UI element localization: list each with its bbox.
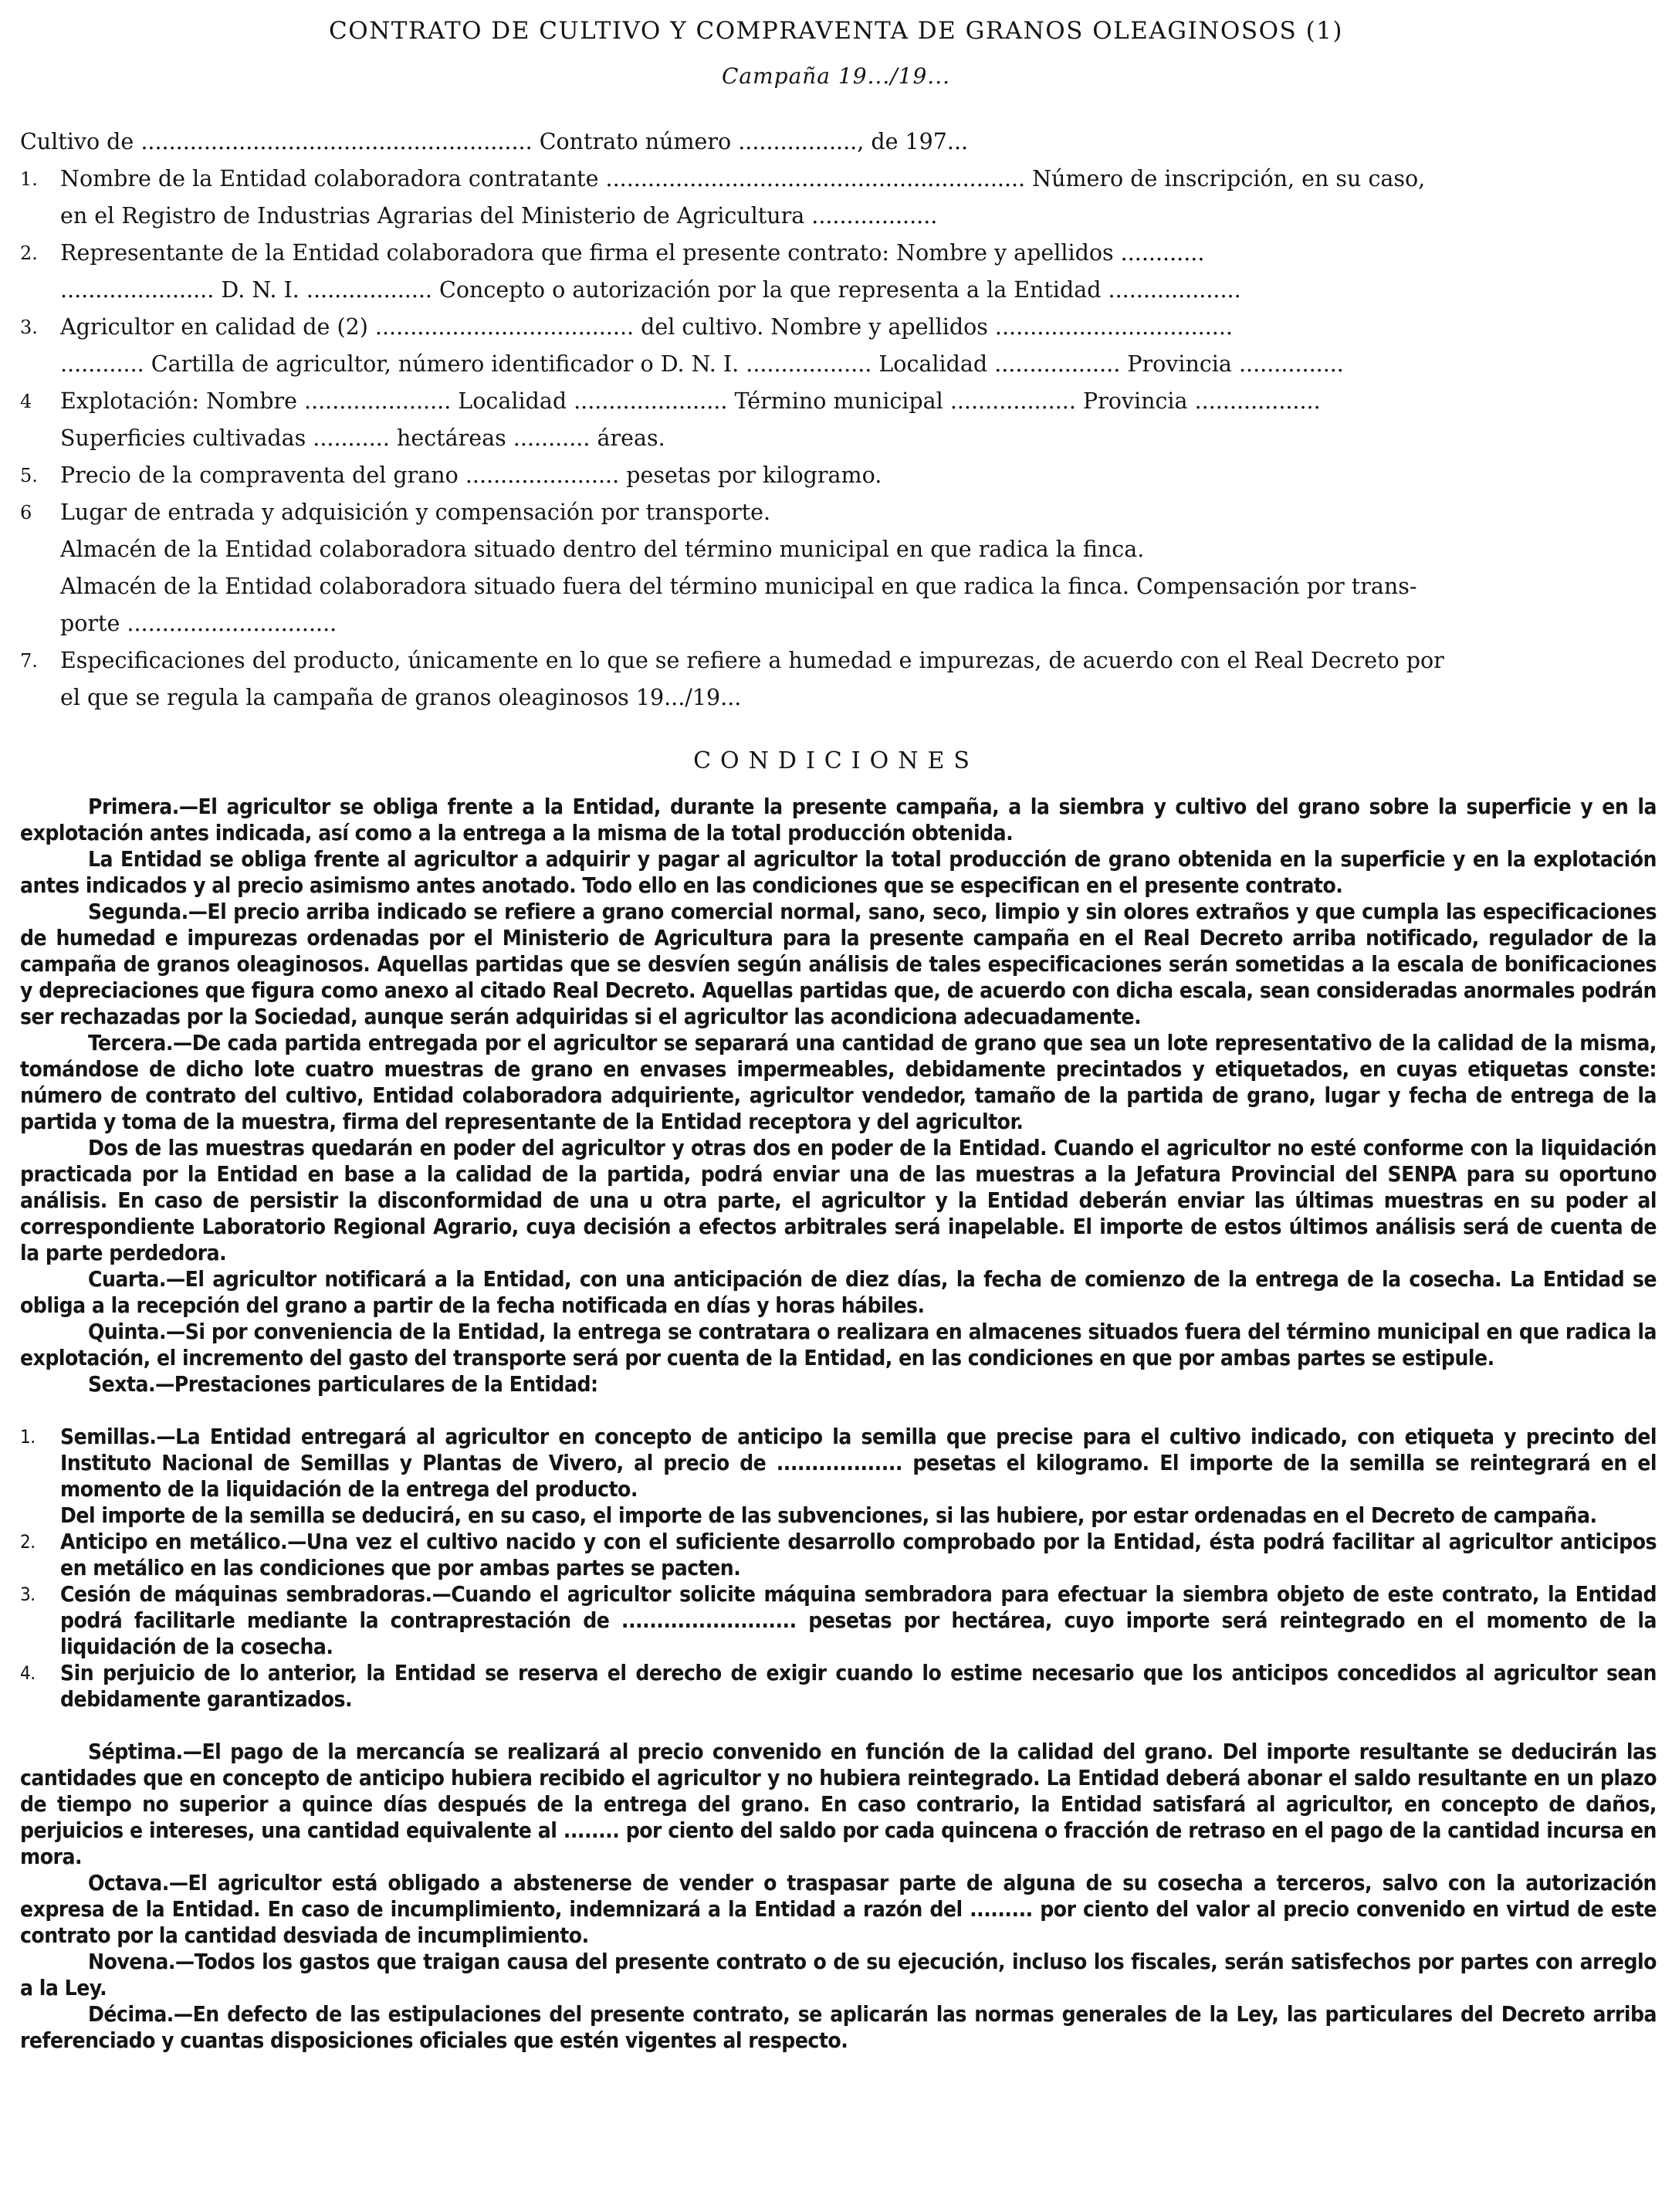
item-2 bbox=[20, 235, 1657, 309]
sexta-item-number: 1. bbox=[20, 1426, 36, 1448]
item-7-line-a: Especificaciones del producto, únicamente en lo que se refiere a humedad e impurezas, de acuerdo con el Real Decreto por bbox=[60, 648, 1444, 673]
contract-fields bbox=[20, 124, 1657, 716]
clause-tercera: Tercera.—De cada partida entregada por el agricultor se separará una cantidad de grano que sea un lote representativo de la calidad de la misma, tomándose de dicho lote cuatro muestras de grano en envases impermeables, debidamente precintados y etiquetados, en cuyas etiquetas conste: número de contrato del cultivo, Entidad colaboradora adquiriente, agricultor vendedor, tamaño de la partida de grano, lugar y fecha de entrega de la partida y toma de la muestra, firma del representante de la Entidad receptora y del agricultor. bbox=[20, 1030, 1657, 1134]
item-4 bbox=[20, 383, 1657, 457]
item-6-line-d: porte .............................. bbox=[60, 611, 337, 636]
sexta-item-3 bbox=[20, 1581, 1657, 1660]
sexta-item-text: Semillas.—La Entidad entregará al agricultor en concepto de anticipo la semilla que precise para el cultivo indicado, con etiqueta y precinto del Instituto Nacional de Semillas y Plantas de Vivero, al precio de .................. pesetas el kilogramo. El importe de la semilla se reintegrará en el momento de la liquidación de la entrega del producto. bbox=[60, 1424, 1657, 1502]
item-5-line: Precio de la compraventa del grano ...................... pesetas por kilogramo. bbox=[60, 462, 882, 488]
sexta-item-number: 4. bbox=[20, 1662, 36, 1684]
clause-segunda: Segunda.—El precio arriba indicado se refiere a grano comercial normal, sano, seco, limpio y sin olores extraños y que cumpla las especificaciones de humedad e impurezas ordenadas por el Ministerio de Agricultura para la presente campaña en el Real Decreto arriba notificado, regulador de la campaña de granos oleaginosos. Aquellas partidas que se desvíen según análisis de tales especificaciones serán sometidas a la escala de bonificaciones y depreciaciones que figura como anexo al citado Real Decreto. Aquellas partidas que, de acuerdo con dicha escala, sean consideradas anormales podrán ser rechazadas por la Sociedad, aunque serán adquiridas si el agricultor las acondiciona adecuadamente. bbox=[20, 899, 1657, 1029]
item-number: 6 bbox=[20, 502, 32, 523]
item-2-line-b: ...................... D. N. I. .................. Concepto o autorización por la que representa a la Entidad ................... bbox=[60, 277, 1241, 303]
document-title: CONTRATO DE CULTIVO Y COMPRAVENTA DE GRANOS OLEAGINOSOS (1) bbox=[329, 17, 1343, 45]
item-number: 3. bbox=[20, 317, 38, 338]
cultivo-line: Cultivo de ........................................................ Contrato número ................., de 197... bbox=[20, 129, 969, 154]
item-3-line-b: ............ Cartilla de agricultor, número identificador o D. N. I. .................. Localidad .................. Provincia ............... bbox=[60, 351, 1344, 377]
sexta-item-text: Cesión de máquinas sembradoras.—Cuando el agricultor solicite máquina sembradora para efectuar la siembra objeto de este contrato, la Entidad podrá facilitarle mediante la contraprestación de ......................... pesetas por hectárea, cuyo importe será reintegrado en el momento de la liquidación de la cosecha. bbox=[60, 1581, 1657, 1659]
item-6 bbox=[20, 494, 1657, 642]
clause-tercera-cont: Dos de las muestras quedarán en poder del agricultor y otras dos en poder de la Entidad. Cuando el agricultor no esté conforme con la liquidación practicada por la Entidad en base a la calidad de la partida, podrá enviar una de las muestras a la Jefatura Provincial del SENPA para su oportuno análisis. En caso de persistir la disconformidad de una u otra parte, el agricultor y la Entidad deberán enviar las últimas muestras en su poder al correspondiente Laboratorio Regional Agrario, cuya decisión a efectos arbitrales será inapelable. El importe de estos últimos análisis será de cuenta de la parte perdedora. bbox=[20, 1135, 1657, 1265]
item-number: 2. bbox=[20, 242, 38, 264]
item-1-line-a: Nombre de la Entidad colaboradora contratante ............................................................ Número de inscripción, en su caso, bbox=[60, 166, 1426, 191]
clause-quinta: Quinta.—Si por conveniencia de la Entidad, la entrega se contratara o realizara en almacenes situados fuera del término municipal en que radica la explotación, el incremento del gasto del transporte será por cuenta de la Entidad, en las condiciones en que por ambas partes se estipule. bbox=[20, 1319, 1657, 1370]
sexta-list bbox=[20, 1424, 1657, 1712]
item-1-line-b: en el Registro de Industrias Agrarias del Ministerio de Agricultura .................. bbox=[60, 203, 938, 229]
sexta-item-1 bbox=[20, 1424, 1657, 1529]
item-number: 5. bbox=[20, 465, 38, 486]
item-7-line-b: el que se regula la campaña de granos oleaginosos 19.../19... bbox=[60, 685, 742, 710]
item-5 bbox=[20, 457, 1657, 494]
item-6-line-a: Lugar de entrada y adquisición y compensación por transporte. bbox=[60, 500, 771, 525]
item-1 bbox=[20, 161, 1657, 235]
conditions-heading: CONDICIONES bbox=[693, 747, 979, 774]
clause-primera-cont: La Entidad se obliga frente al agricultor a adquirir y pagar al agricultor la total producción de grano obtenida en la superficie y en la explotación antes indicados y al precio asimismo antes anotado. Todo ello en las condiciones que se especifican en el presente contrato. bbox=[20, 846, 1657, 898]
sexta-item-text: Anticipo en metálico.—Una vez el cultivo nacido y con el suficiente desarrollo comprobado por la Entidad, ésta podrá facilitar al agricultor anticipos en metálico en las condiciones que por ambas partes se pacten. bbox=[60, 1529, 1657, 1580]
clause-septima: Séptima.—El pago de la mercancía se realizará al precio convenido en función de la calidad del grano. Del importe resultante se deducirán las cantidades que en concepto de anticipo hubiera recibido el agricultor y no hubiera reintegrado. La Entidad deberá abonar el saldo resultante en un plazo de tiempo no superior a quince días después de la entrega del grano. En caso contrario, la Entidad satisfará al agricultor, en concepto de daños, perjuicios e intereses, una cantidad equivalente al ........ por ciento del saldo por cada quincena o fracción de retraso en el pago de la cantidad incursa en mora. bbox=[20, 1739, 1657, 1869]
sexta-item-number: 2. bbox=[20, 1531, 36, 1553]
item-4-line-b: Superficies cultivadas ........... hectáreas ........... áreas. bbox=[60, 425, 665, 451]
item-number: 1. bbox=[20, 168, 38, 190]
sexta-item-subtext: Del importe de la semilla se deducirá, en su caso, el importe de las subvenciones, si las hubiere, por estar ordenadas en el Decreto de campaña. bbox=[60, 1502, 1597, 1528]
campaign-line: Campaña 19.../19... bbox=[721, 63, 950, 89]
clause-cuarta: Cuarta.—El agricultor notificará a la Entidad, con una anticipación de diez días, la fecha de comienzo de la entrega de la cosecha. La Entidad se obliga a la recepción del grano a partir de la fecha notificada en días y horas hábiles. bbox=[20, 1266, 1657, 1318]
item-6-line-b: Almacén de la Entidad colaboradora situado dentro del término municipal en que radica la finca. bbox=[60, 537, 1145, 562]
item-7 bbox=[20, 642, 1657, 716]
item-2-line-a: Representante de la Entidad colaboradora que firma el presente contrato: Nombre y apellidos ............ bbox=[60, 240, 1205, 266]
clause-primera: Primera.—El agricultor se obliga frente a la Entidad, durante la presente campaña, a la siembra y cultivo del grano sobre la superficie y en la explotación antes indicada, así como a la entrega a la misma de la total producción obtenida. bbox=[20, 794, 1657, 845]
clause-novena: Novena.—Todos los gastos que traigan causa del presente contrato o de su ejecución, incluso los fiscales, serán satisfechos por partes con arreglo a la Ley. bbox=[20, 1949, 1657, 2000]
item-4-line-a: Explotación: Nombre ..................... Localidad ...................... Término municipal .................. Provincia .................. bbox=[60, 388, 1321, 414]
item-number: 4 bbox=[20, 391, 32, 412]
item-3-line-a: Agricultor en calidad de (2) ..................................... del cultivo. Nombre y apellidos .................................. bbox=[60, 314, 1233, 340]
conditions-body bbox=[20, 794, 1657, 2054]
item-number: 7. bbox=[20, 650, 38, 672]
sexta-item-text: Sin perjuicio de lo anterior, la Entidad se reserva el derecho de exigir cuando lo estime necesario que los anticipos concedidos al agricultor sean debidamente garantizados. bbox=[60, 1660, 1657, 1712]
item-3 bbox=[20, 309, 1657, 383]
sexta-item-number: 3. bbox=[20, 1584, 36, 1605]
sexta-item-4 bbox=[20, 1660, 1657, 1712]
item-6-line-c: Almacén de la Entidad colaboradora situado fuera del término municipal en que radica la finca. Compensación por trans- bbox=[60, 574, 1417, 599]
sexta-item-2 bbox=[20, 1529, 1657, 1581]
clause-sexta: Sexta.—Prestaciones particulares de la Entidad: bbox=[88, 1371, 598, 1397]
clause-octava: Octava.—El agricultor está obligado a abstenerse de vender o traspasar parte de alguna de su cosecha a terceros, salvo con la autorización expresa de la Entidad. En caso de incumplimiento, indemnizará a la Entidad a razón del ......... por ciento del valor al precio convenido en virtud de este contrato por la cantidad desviada de incumplimiento. bbox=[20, 1870, 1657, 1948]
clause-decima: Décima.—En defecto de las estipulaciones del presente contrato, se aplicarán las normas generales de la Ley, las particulares del Decreto arriba referenciado y cuantas disposiciones oficiales que estén vigentes al respecto. bbox=[20, 2001, 1657, 2053]
